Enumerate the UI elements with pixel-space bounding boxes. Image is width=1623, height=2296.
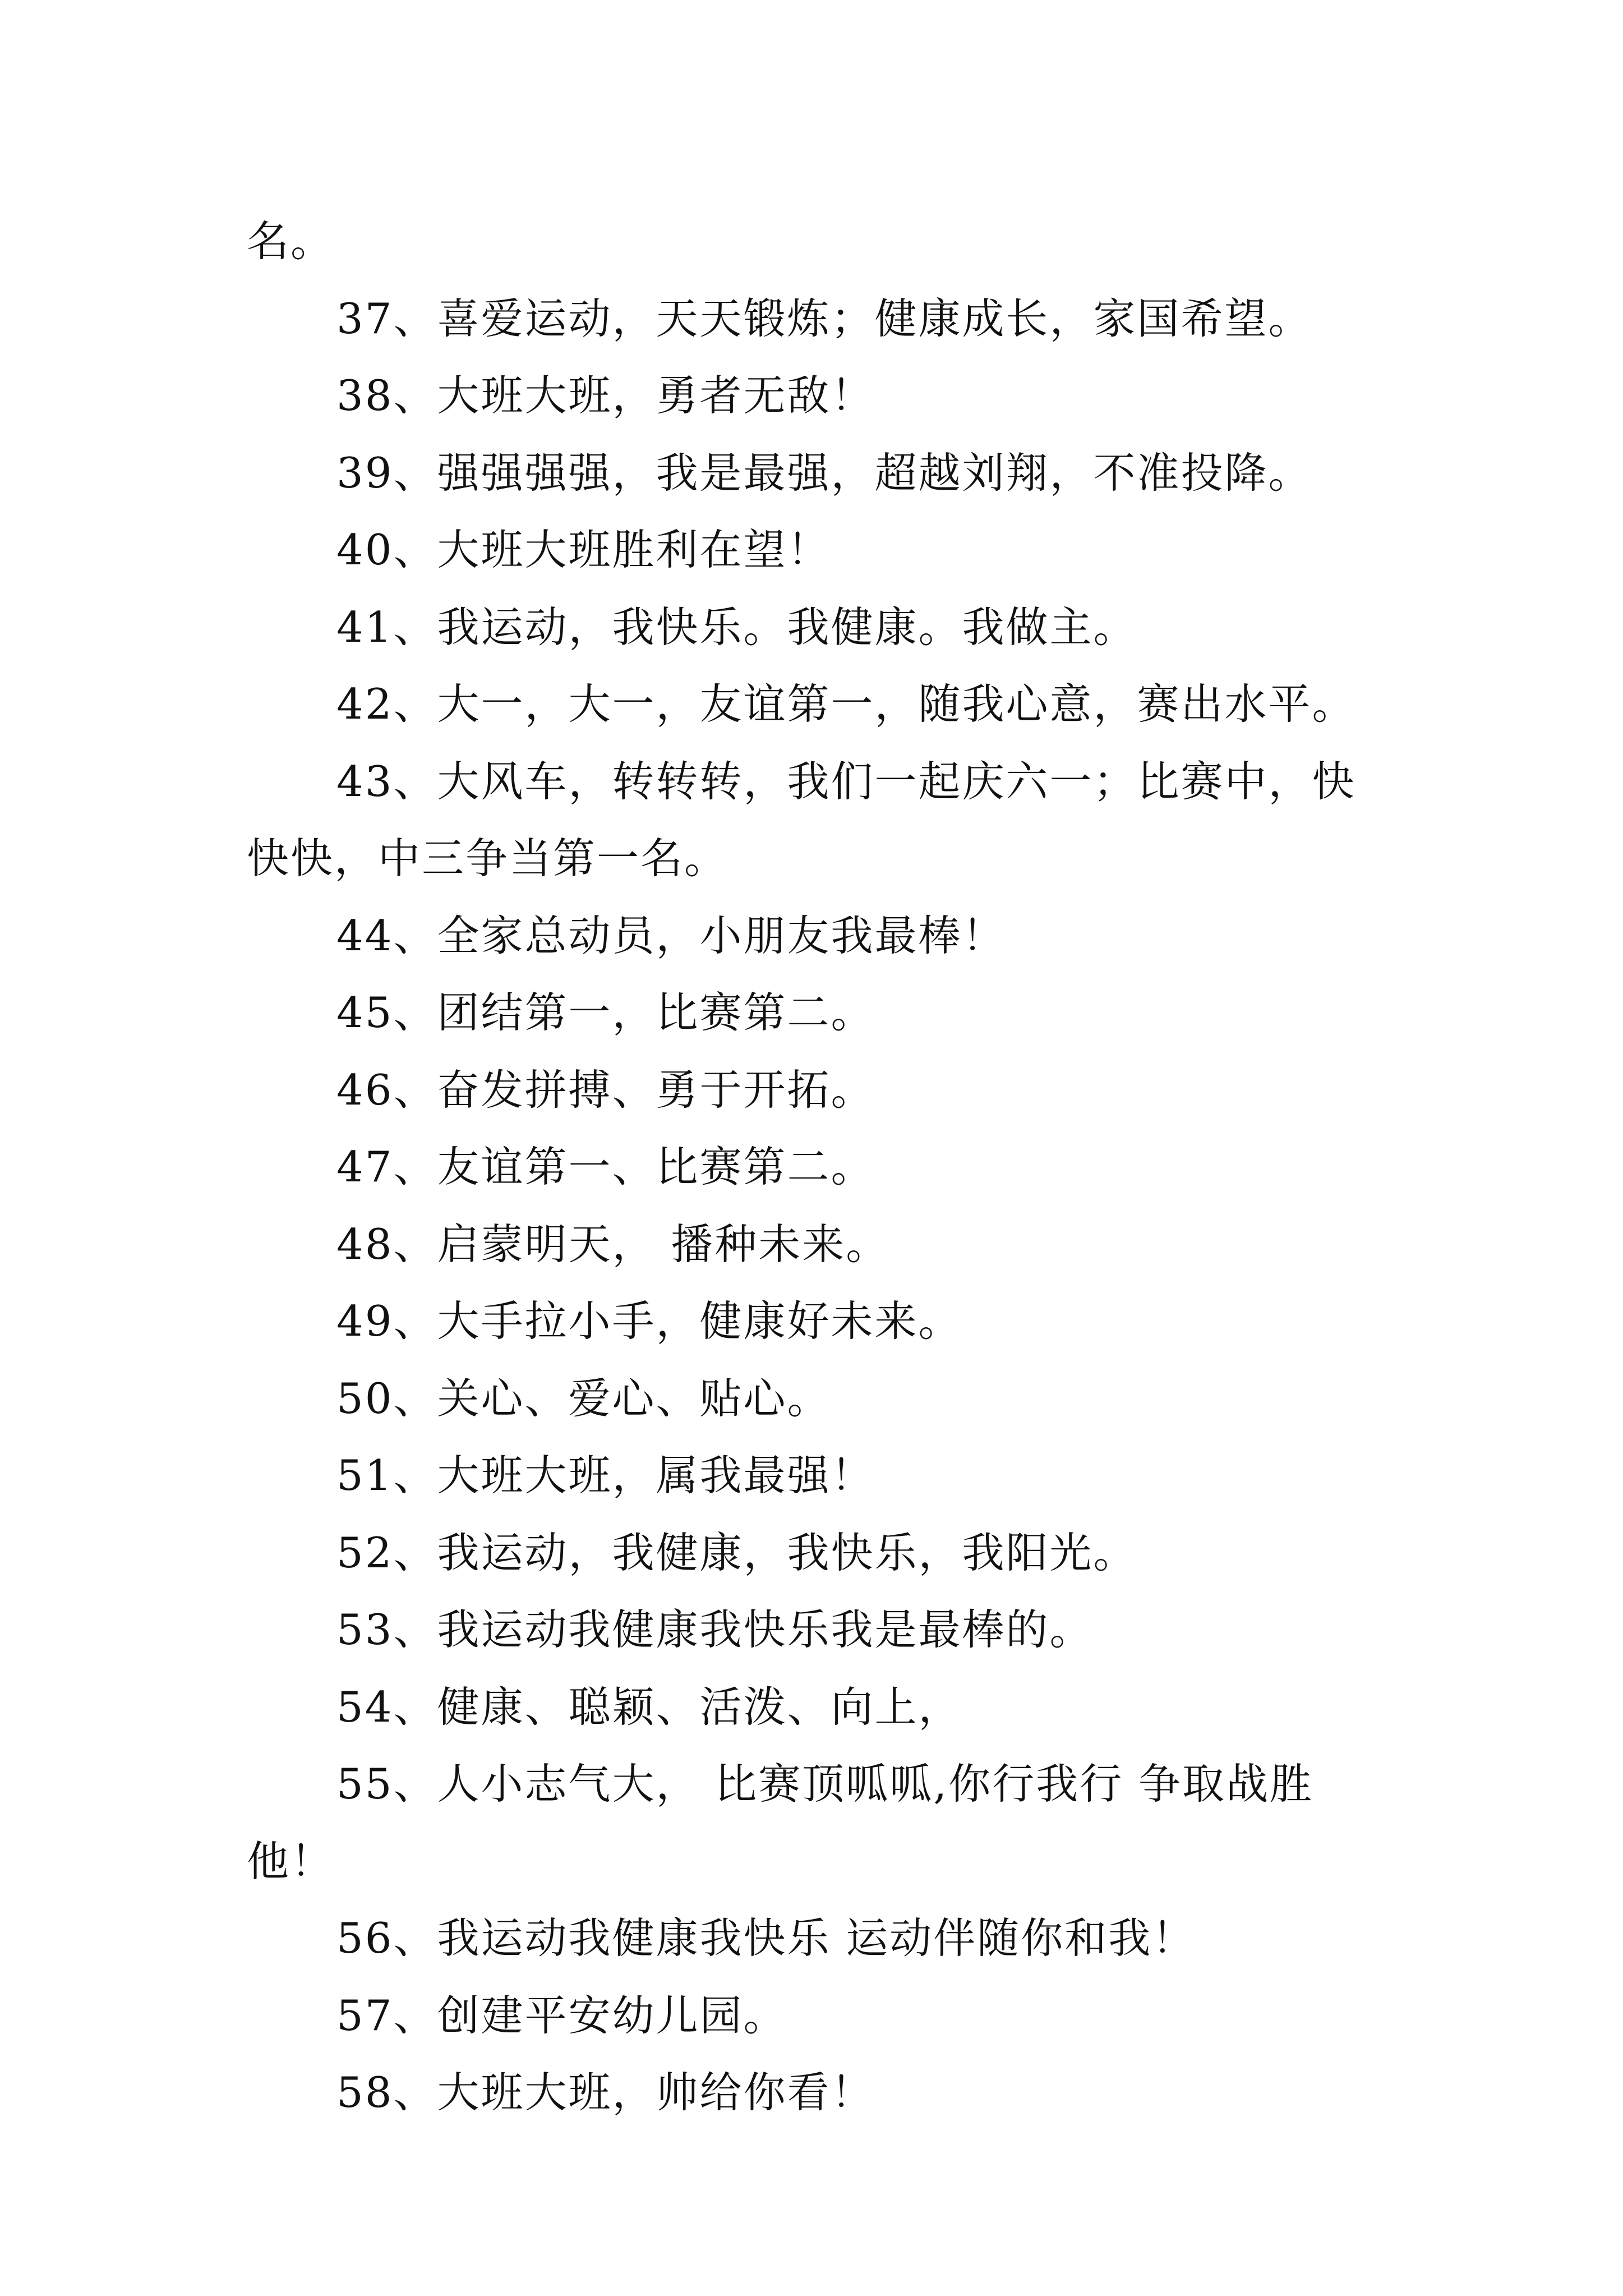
slogan-item	[247, 1206, 1391, 1283]
item-text: 喜爱运动，天天锻炼；健康成长，家国希望。	[437, 293, 1312, 343]
item-number: 44	[336, 910, 394, 960]
item-number: 46	[336, 1065, 394, 1115]
item-text: 创建平安幼儿园。	[437, 1990, 787, 2040]
item-separator: 、	[393, 448, 437, 498]
item-separator: 、	[393, 1759, 437, 1809]
item-separator: 、	[393, 1219, 437, 1269]
slogan-item	[247, 512, 1391, 589]
item-number: 45	[336, 988, 394, 1037]
item-text: 大班大班，勇者无敌！	[437, 371, 875, 420]
item-text: 健康、聪颖、活泼、向上，	[437, 1682, 962, 1732]
slogan-item	[247, 743, 1391, 898]
item-number: 37	[336, 293, 394, 343]
item-separator: 、	[393, 525, 437, 574]
item-text: 我运动，我快乐。我健康。我做主。	[437, 602, 1137, 652]
slogan-item	[247, 1977, 1391, 2055]
item-separator: 、	[393, 1913, 437, 1963]
item-separator: 、	[393, 679, 437, 729]
slogan-item	[247, 974, 1391, 1052]
slogan-item	[247, 1360, 1391, 1438]
slogan-item	[247, 1515, 1391, 1592]
item-number: 55	[336, 1759, 394, 1809]
slogan-list	[247, 280, 1391, 2132]
item-separator: 、	[393, 1682, 437, 1732]
item-separator: 、	[393, 602, 437, 652]
item-text: 大班大班，属我最强！	[437, 1451, 875, 1500]
item-separator: 、	[393, 988, 437, 1037]
item-number: 41	[336, 602, 394, 652]
item-number: 48	[336, 1219, 394, 1269]
item-separator: 、	[393, 1605, 437, 1654]
item-number: 50	[336, 1373, 394, 1423]
item-number: 56	[336, 1913, 394, 1963]
item-text: 友谊第一、比赛第二。	[437, 1142, 875, 1191]
item-separator: 、	[393, 1065, 437, 1115]
item-text: 我运动，我健康，我快乐，我阳光。	[437, 1527, 1137, 1577]
slogan-item	[247, 1900, 1391, 1977]
item-text: 启蒙明天， 播种未来。	[437, 1219, 890, 1269]
slogan-item	[247, 898, 1391, 975]
item-number: 47	[336, 1142, 394, 1191]
item-text: 我运动我健康我快乐 运动伴随你和我！	[437, 1913, 1196, 1963]
item-separator: 、	[393, 756, 437, 806]
slogan-item	[247, 1746, 1391, 1900]
slogan-item	[247, 280, 1391, 358]
item-text: 大风车，转转转，我们一起庆六一；比赛中，快快快，中三争当第一名。	[247, 756, 1356, 883]
slogan-item	[247, 2054, 1391, 2132]
item-separator: 、	[393, 2068, 437, 2117]
item-separator: 、	[393, 1373, 437, 1423]
item-separator: 、	[393, 910, 437, 960]
continuation-line: 名。	[247, 217, 335, 266]
item-text: 大一，大一，友谊第一，随我心意，赛出水平。	[437, 679, 1356, 729]
item-separator: 、	[393, 1142, 437, 1191]
slogan-item	[247, 1052, 1391, 1129]
item-number: 42	[336, 679, 394, 729]
item-number: 49	[336, 1296, 394, 1346]
item-text: 团结第一，比赛第二。	[437, 988, 875, 1037]
slogan-item	[247, 435, 1391, 512]
slogan-item	[247, 1591, 1391, 1669]
item-text: 关心、爱心、贴心。	[437, 1373, 831, 1423]
item-separator: 、	[393, 371, 437, 420]
slogan-item	[247, 589, 1391, 666]
item-separator: 、	[393, 1451, 437, 1500]
item-number: 43	[336, 756, 394, 806]
slogan-item	[247, 1669, 1391, 1746]
item-text: 全家总动员，小朋友我最棒！	[437, 910, 1006, 960]
slogan-item	[247, 666, 1391, 743]
slogan-item	[247, 357, 1391, 435]
item-text: 我运动我健康我快乐我是最棒的。	[437, 1605, 1094, 1654]
item-separator: 、	[393, 293, 437, 343]
item-text: 强强强强，我是最强，超越刘翔，不准投降。	[437, 448, 1312, 498]
slogan-item	[247, 1437, 1391, 1515]
item-number: 51	[336, 1451, 394, 1500]
item-separator: 、	[393, 1296, 437, 1346]
item-separator: 、	[393, 1527, 437, 1577]
item-text: 大班大班，帅给你看！	[437, 2068, 875, 2117]
item-text: 人小志气大， 比赛顶呱呱,你行我行 争取战胜他！	[247, 1759, 1313, 1886]
item-separator: 、	[393, 1990, 437, 2040]
item-number: 53	[336, 1605, 394, 1654]
item-number: 39	[336, 448, 394, 498]
item-text: 大手拉小手，健康好未来。	[437, 1296, 962, 1346]
item-number: 52	[336, 1527, 394, 1577]
item-text: 大班大班胜利在望！	[437, 525, 831, 574]
item-number: 57	[336, 1990, 394, 2040]
item-number: 58	[336, 2068, 394, 2117]
slogan-item	[247, 1129, 1391, 1206]
item-number: 40	[336, 525, 394, 574]
document-body	[247, 203, 1391, 2132]
item-number: 38	[336, 371, 394, 420]
slogan-item	[247, 1283, 1391, 1360]
item-text: 奋发拼搏、勇于开拓。	[437, 1065, 875, 1115]
item-number: 54	[336, 1682, 394, 1732]
